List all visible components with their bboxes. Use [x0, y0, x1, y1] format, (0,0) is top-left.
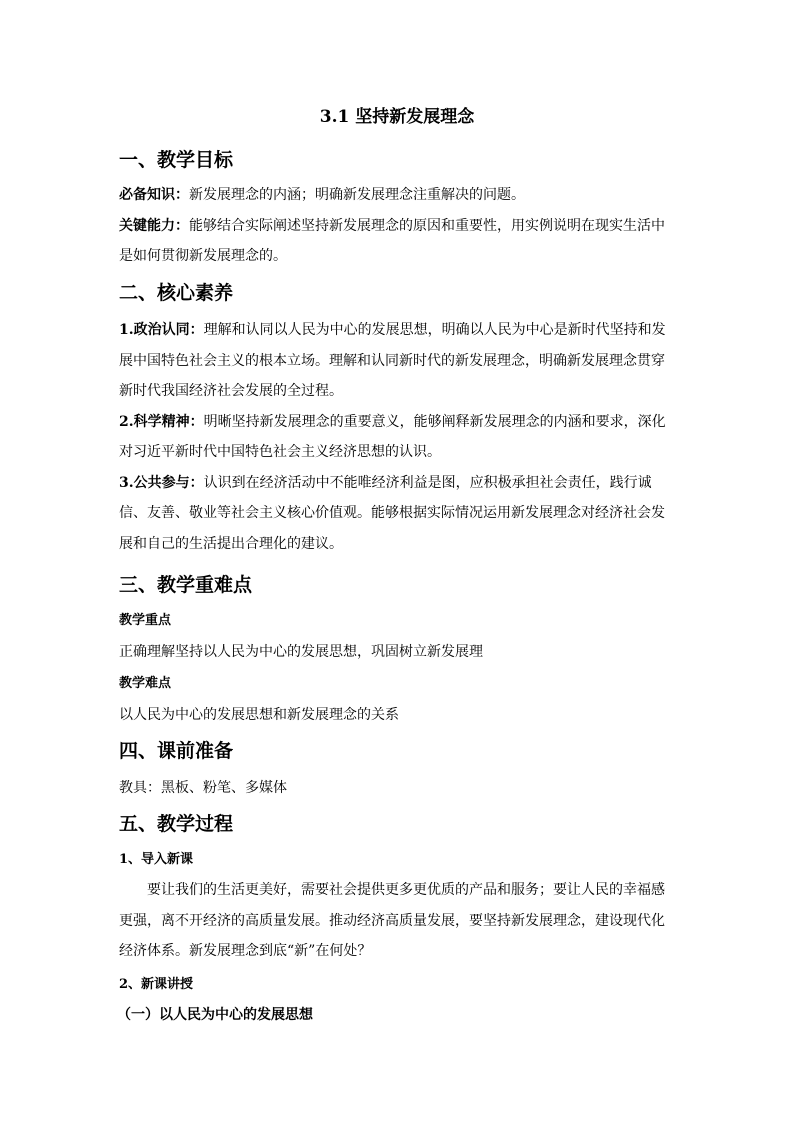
- heading-key-difficulties: 三、教学重难点: [119, 574, 253, 596]
- preparation-text: [119, 773, 679, 804]
- label-teaching-focus: 教学重点: [119, 613, 172, 628]
- label-political-identity: 1.政治认同：: [119, 322, 204, 338]
- intro-line-1: 要让我们的生活更美好，需要社会提供更多更优质的产品和服务；要让人民的幸福感: [147, 882, 665, 898]
- teaching-difficulty-text: [119, 700, 679, 731]
- text-key-ability-1: 能够结合实际阐述坚持新发展理念的原因和重要性，用实例说明在现实生活中: [189, 217, 665, 234]
- literacy-line-4: [119, 407, 679, 438]
- literacy-line-7: 信、友善、敬业等社会主义核心价值观。能够根据实际情况运用新发展理念对经济社会发: [119, 505, 665, 521]
- intro-line-3: 经济体系。新发展理念到底“新”在何处？: [119, 943, 372, 959]
- literacy-line-6: [119, 468, 679, 499]
- text-essential-knowledge: 新发展理念的内涵；明确新发展理念注重解决的问题。: [189, 187, 525, 203]
- teaching-difficulty-line: 以人民为中心的发展思想和新发展理念的关系: [119, 707, 399, 723]
- heading-core-literacy: 二、核心素养: [119, 282, 234, 304]
- heading-preparation: 四、课前准备: [119, 740, 234, 762]
- text-political-identity-1: 理解和认同以人民为中心的发展思想，明确以人民为中心是新时代坚持和发: [203, 322, 666, 338]
- preparation-line: 教具：黑板、粉笔、多媒体: [119, 780, 287, 796]
- label-scientific-spirit: 2.科学精神：: [119, 413, 204, 430]
- label-new-lesson: 2、新课讲授: [119, 977, 194, 992]
- goals-line-2: [119, 211, 679, 242]
- intro-line-2: 更强，离不开经济的高质量发展。推动经济高质量发展，要坚持新发展理念，建设现代化: [119, 912, 665, 929]
- text-public-participation-1: 认识到在经济活动中不能唯经济利益是图，应积极承担社会责任，践行诚: [203, 474, 652, 491]
- literacy-line-1: [119, 315, 679, 346]
- goals-paragraph: [119, 180, 679, 272]
- label-essential-knowledge: 必备知识：: [119, 187, 189, 203]
- intro-paragraph: [119, 875, 679, 967]
- heading-teaching-goals: 一、教学目标: [119, 149, 234, 171]
- text-scientific-spirit-1: 明晰坚持新发展理念的重要意义，能够阐释新发展理念的内涵和要求，深化: [203, 413, 666, 430]
- teaching-focus-line: 正确理解坚持以人民为中心的发展思想，巩固树立新发展理: [119, 644, 483, 660]
- part-one-heading: （一）以人民为中心的发展思想: [117, 1007, 313, 1023]
- literacy-line-8: 展和自己的生活提出合理化的建议。: [119, 535, 343, 552]
- heading-teaching-process: 五、教学过程: [119, 813, 234, 835]
- literacy-line-3: 新时代我国经济社会发展的全过程。: [119, 383, 343, 399]
- literacy-line-5: 对习近平新时代中国特色社会主义经济思想的认识。: [119, 444, 441, 460]
- teaching-focus-text: [119, 637, 679, 668]
- label-intro: 1、导入新课: [119, 852, 194, 867]
- literacy-line-2: 展中国特色社会主义的根本立场。理解和认同新时代的新发展理念，明确新发展理念贯穿: [119, 352, 665, 369]
- goals-line-3: 是如何贯彻新发展理念的。: [119, 248, 287, 264]
- document-title: 3.1 坚持新发展理念: [319, 107, 475, 127]
- goals-line-1: [119, 180, 679, 211]
- literacy-paragraph: [119, 315, 679, 559]
- label-key-ability: 关键能力：: [119, 217, 189, 234]
- label-teaching-difficulty: 教学难点: [119, 676, 172, 691]
- label-public-participation: 3.公共参与：: [119, 474, 204, 491]
